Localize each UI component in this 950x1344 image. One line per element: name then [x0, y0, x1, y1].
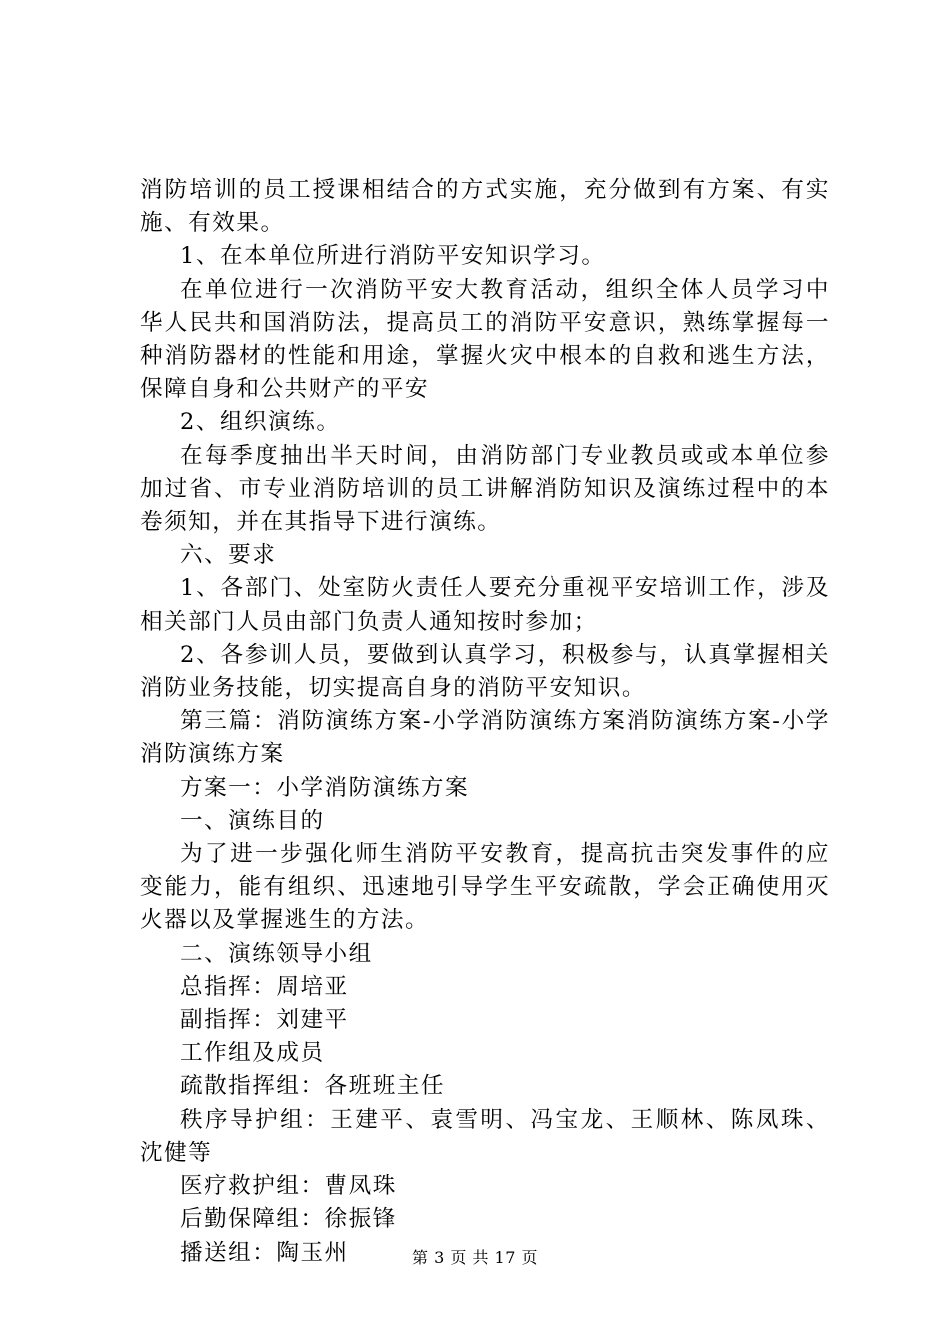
paragraph-2: 1、在本单位所进行消防平安知识学习。: [180, 243, 606, 270]
logistics-group-line: 后勤保障组：徐振锋: [180, 1206, 397, 1233]
paragraph-3: 在单位进行一次消防平安大教育活动，组织全体人员学习中华人民共和国消防法，提高员工的消防平安意识，熟练掌握每一种消防器材的性能和用途，掌握火灾中根本的自救和逃生方法，保障自身和公共财产的平安: [140, 276, 830, 403]
document-body: [140, 174, 830, 1270]
paragraph-8: 2、各参训人员，要做到认真学习，积极参与，认真掌握相关消防业务技能，切实提高自身的消防平安知识。: [140, 641, 830, 702]
working-groups-line: 工作组及成员: [180, 1040, 325, 1067]
paragraph-5: 在每季度抽出半天时间，由消防部门专业教员或或本单位参加过省、市专业消防培训的员工讲解消防知识及演练过程中的本卷须知，并在其指导下进行演练。: [140, 442, 830, 536]
evacuation-group-line: 疏散指挥组：各班班主任: [180, 1073, 446, 1100]
paragraph-7: 1、各部门、处室防火责任人要充分重视平安培训工作，涉及相关部门人员由部门负责人通知按时参加；: [140, 575, 830, 635]
medical-group-line: 医疗救护组：曹凤珠: [180, 1173, 397, 1200]
broadcast-group-line: 播送组：陶玉州: [180, 1239, 349, 1266]
section-heading-requirements: 六、要求: [180, 542, 277, 569]
section-heading-purpose: 一、演练目的: [180, 807, 325, 834]
paragraph-12: 为了进一步强化师生消防平安教育，提高抗击突发事件的应变能力，能有组织、迅速地引导学生平安疏散，学会正确使用灭火器以及掌握逃生的方法。: [140, 841, 830, 934]
order-group-line: 秩序导护组：王建平、袁雪明、冯宝龙、王顺林、陈凤珠、沈健等: [140, 1106, 830, 1166]
section-heading-leadership: 二、演练领导小组: [180, 940, 373, 967]
page-number-footer: 第 3 页 共 17 页: [412, 1248, 538, 1267]
chapter-heading: 第三篇：消防演练方案-小学消防演练方案消防演练方案-小学消防演练方案: [140, 708, 830, 768]
paragraph-4: 2、组织演练。: [180, 409, 341, 436]
deputy-commander-line: 副指挥：刘建平: [180, 1007, 349, 1034]
plan-title: 方案一：小学消防演练方案: [180, 774, 470, 801]
paragraph-1: 消防培训的员工授课相结合的方式实施，充分做到有方案、有实施、有效果。: [140, 177, 830, 237]
commander-line: 总指挥：周培亚: [180, 973, 349, 1000]
